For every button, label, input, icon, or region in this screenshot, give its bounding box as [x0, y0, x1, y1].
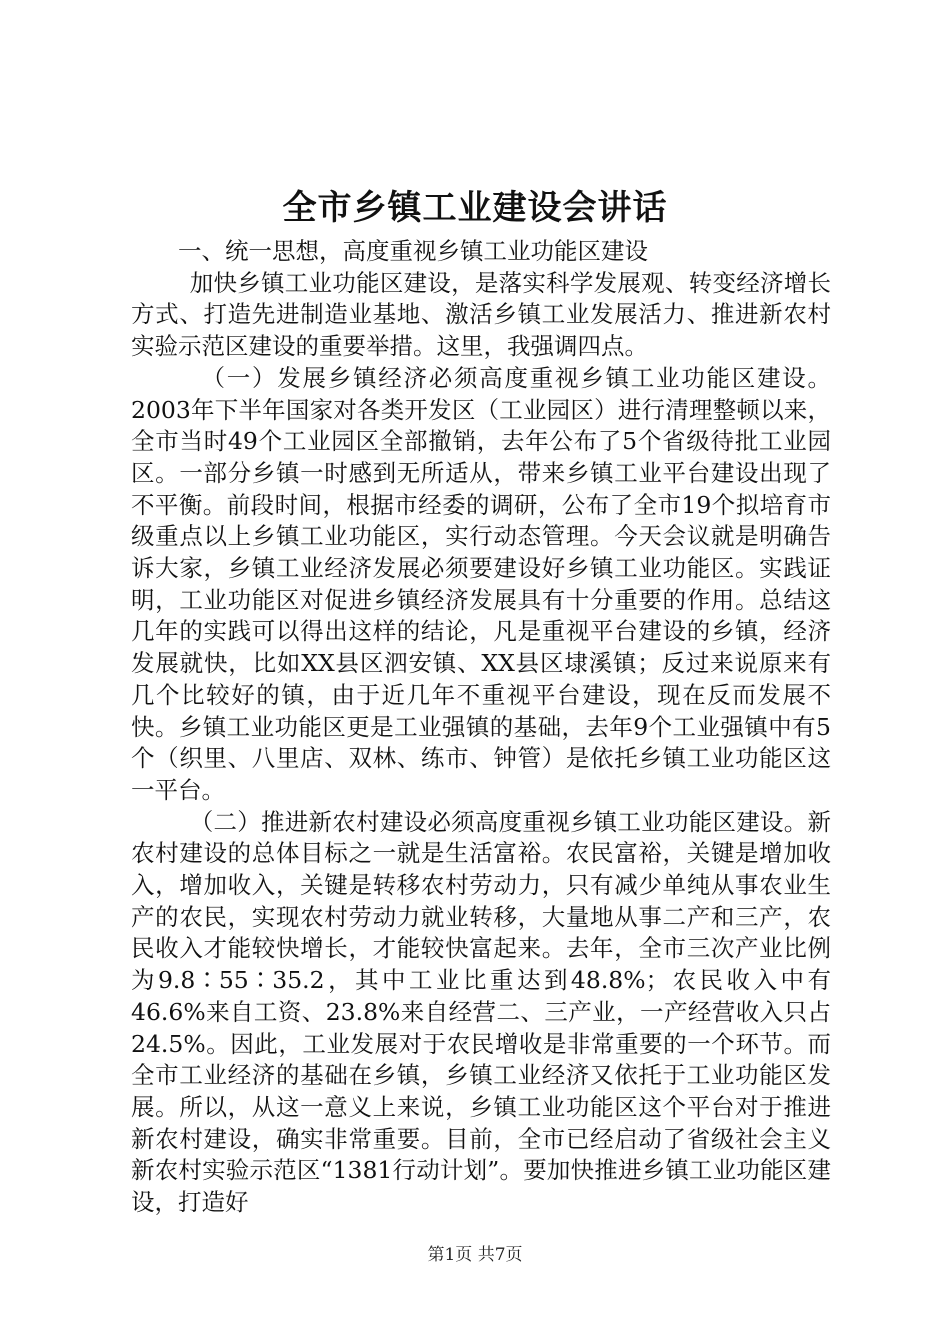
body-paragraph: （一）发展乡镇经济必须高度重视乡镇工业功能区建设。2003年下半年国家对各类开发区（工业园区）进行清理整顿以来，全市当时49个工业园区全部撤销，去年公布了5个省级待批工业园区。一部分乡镇一时感到无所适从，带来乡镇工业平台建设出现了不平衡。前段时间，根据市经委的调研，公布了全市19个拟培育市级重点以上乡镇工业功能区，实行动态管理。今天会议就是明确告诉大家，乡镇工业经济发展必须要建设好乡镇工业功能区。实践证明，工业功能区对促进乡镇经济发展具有十分重要的作用。总结这几年的实践可以得出这样的结论，凡是重视平台建设的乡镇，经济发展就快，比如XX县区泗安镇、XX县区埭溪镇；反过来说原来有几个比较好的镇，由于近几年不重视平台建设，现在反而发展不快。乡镇工业功能区更是工业强镇的基础，去年9个工业强镇中有5个（织里、八里店、双林、练市、钟管）是依托乡镇工业功能区这一平台。 — [131, 363, 831, 804]
body-paragraph: 加快乡镇工业功能区建设，是落实科学发展观、转变经济增长方式、打造先进制造业基地、激活乡镇工业发展活力、推进新农村实验示范区建设的重要举措。这里，我强调四点。 — [131, 268, 831, 361]
document-body — [131, 236, 831, 1219]
section-heading: 一、统一思想，高度重视乡镇工业功能区建设 — [178, 237, 648, 265]
body-paragraph: （二）推进新农村建设必须高度重视乡镇工业功能区建设。新农村建设的总体目标之一就是生活富裕。农民富裕，关键是增加收入，增加收入，关键是转移农村劳动力，只有减少单纯从事农业生产的农民，实现农村劳动力就业转移，大量地从事二产和三产，农民收入才能较快增长，才能较快富起来。去年，全市三次产业比例为9.8∶55∶35.2，其中工业比重达到48.8%；农民收入中有46.6%来自工资、23.8%来自经营二、三产业，一产经营收入只占24.5%。因此，工业发展对于农民增收是非常重要的一个环节。而全市工业经济的基础在乡镇，乡镇工业经济又依托于工业功能区发展。所以，从这一意义上来说，乡镇工业功能区这个平台对于推进新农村建设，确实非常重要。目前，全市已经启动了省级社会主义新农村实验示范区“1381行动计划”。要加快推进乡镇工业功能区建设，打造好 — [131, 807, 831, 1217]
page-footer: 第1页 共7页 — [427, 1245, 523, 1265]
document-title: 全市乡镇工业建设会讲话 — [282, 188, 668, 228]
